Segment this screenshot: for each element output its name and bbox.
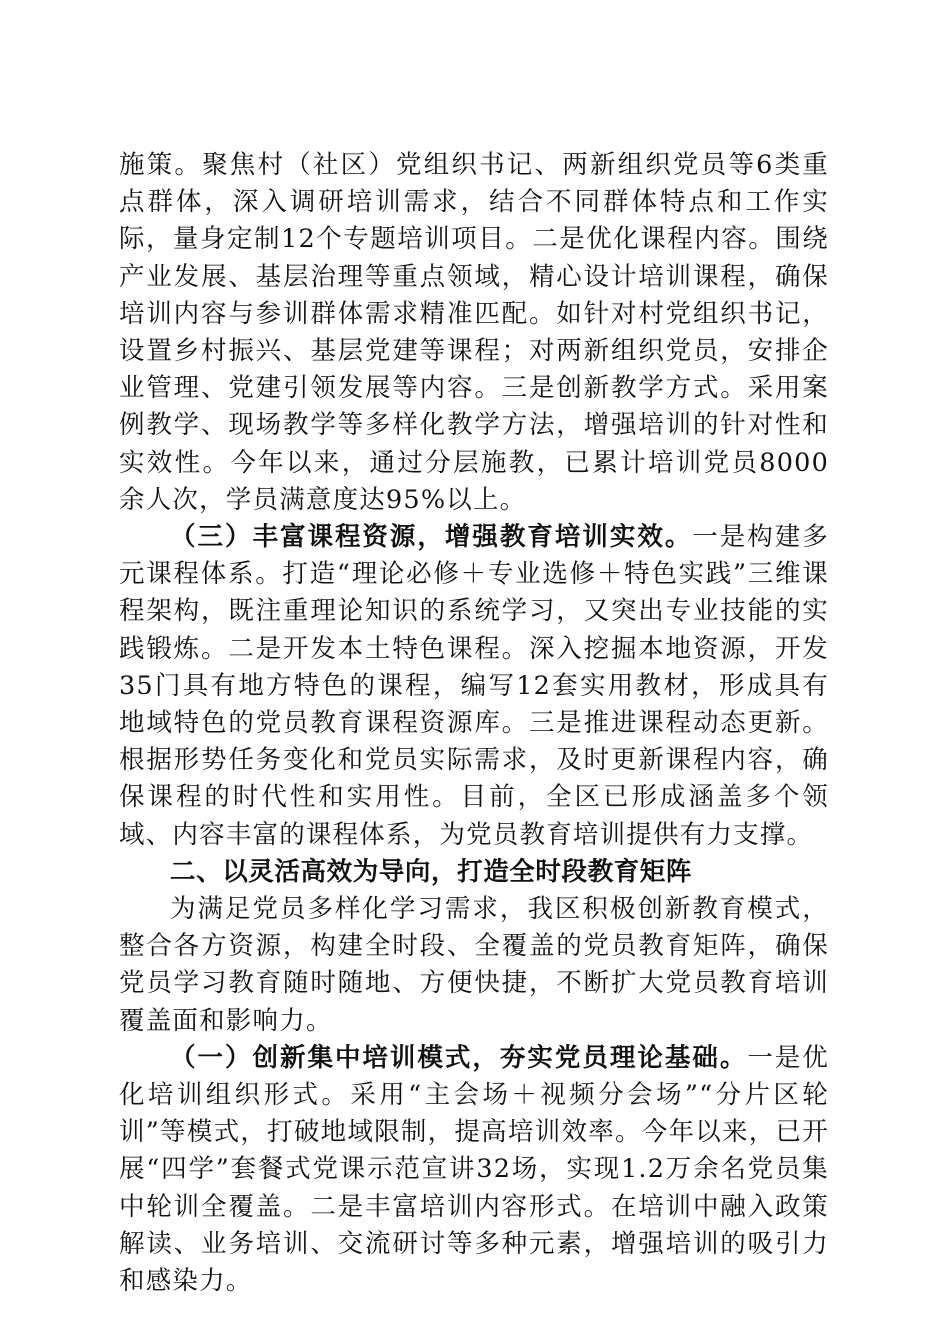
- paragraph-section-intro: 为满足党员多样化学习需求，我区积极创新教育模式，整合各方资源，构建全时段、全覆盖的党员教育矩阵，确保党员学习教育随时随地、方便快捷，不断扩大党员教育培训覆盖面和影响力。: [119, 894, 829, 1036]
- paragraph-continuation: 施策。聚焦村（社区）党组织书记、两新组织党员等6类重点群体，深入调研培训需求，结合不同群体特点和工作实际，量身定制12个专题培训项目。二是优化课程内容。围绕产业发展、基层治理等重点领域，精心设计培训课程，确保培训内容与参训群体需求精准匹配。如针对村党组织书记，设置乡村振兴、基层党建等课程；对两新组织党员，安排企业管理、党建引领发展等内容。三是创新教学方式。采用案例教学、现场教学等多样化教学方法，增强培训的针对性和实效性。今年以来，通过分层施教，已累计培训党员8000余人次，学员满意度达95%以上。: [119, 150, 829, 515]
- subheading-centralized-training: （一）创新集中培训模式，夯实党员理论基础。: [170, 1042, 748, 1073]
- section-heading-two: 二、以灵活高效为导向，打造全时段教育矩阵: [170, 856, 693, 887]
- subheading-course-resources: （三）丰富课程资源，增强教育培训实效。: [170, 522, 693, 553]
- paragraph-centralized-training: [119, 1040, 829, 1300]
- document-body: [119, 147, 829, 1300]
- paragraph-centralized-training-body: 一是优化培训组织形式。采用“主会场＋视频分会场”“分片区轮训”等模式，打破地域限制，提高培训效率。今年以来，已开展“四学”套餐式党课示范宣讲32场，实现1.2万余名党员集中轮训全覆盖。二是丰富培训内容形式。在培训中融入政策解读、业务培训、交流研讨等多种元素，增强培训的吸引力和感染力。: [119, 1042, 829, 1297]
- paragraph-course-resources-body: 一是构建多元课程体系。打造“理论必修＋专业选修＋特色实践”三维课程架构，既注重理论知识的系统学习，又突出专业技能的实践锻炼。二是开发本土特色课程。深入挖掘本地资源，开发35门具有地方特色的课程，编写12套实用教材，形成具有地域特色的党员教育课程资源库。三是推进课程动态更新。根据形势任务变化和党员实际需求，及时更新课程内容，确保课程的时代性和实用性。目前，全区已形成涵盖多个领域、内容丰富的课程体系，为党员教育培训提供有力支撑。: [119, 522, 829, 850]
- paragraph-course-resources: [119, 519, 829, 854]
